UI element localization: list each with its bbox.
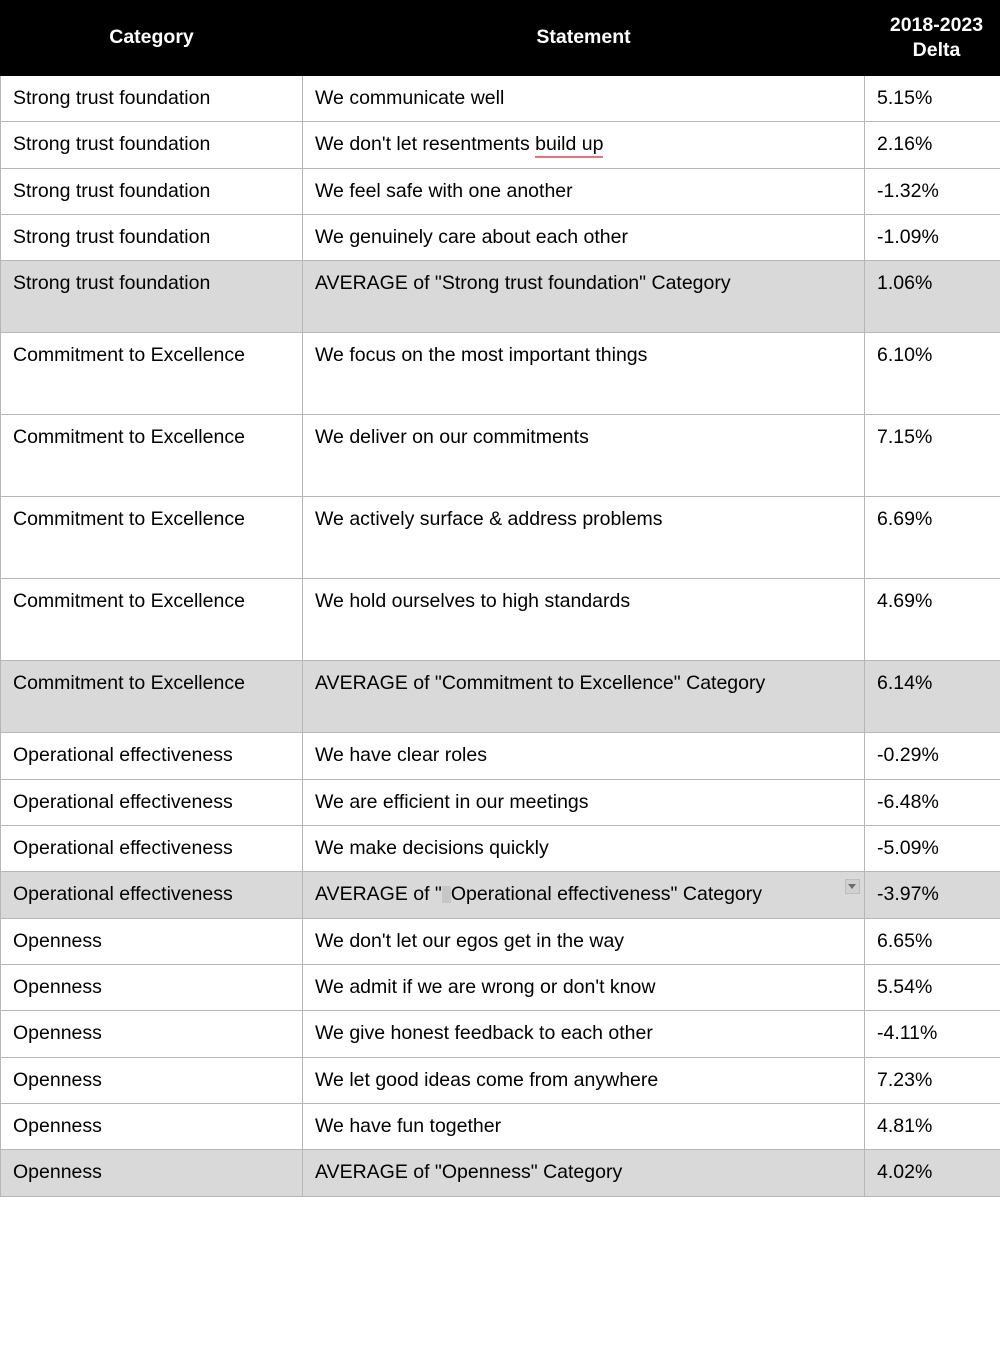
- column-header-category[interactable]: Category: [1, 1, 303, 76]
- cell-statement[interactable]: We have fun together: [303, 1104, 865, 1150]
- cell-delta[interactable]: -1.09%: [865, 214, 1000, 260]
- table-row[interactable]: [1, 825, 1000, 871]
- cell-delta[interactable]: 6.65%: [865, 918, 1000, 964]
- cell-delta[interactable]: 7.23%: [865, 1057, 1000, 1103]
- cell-category[interactable]: Operational effectiveness: [1, 872, 303, 918]
- cell-statement[interactable]: We make decisions quickly: [303, 825, 865, 871]
- cell-statement[interactable]: We genuinely care about each other: [303, 214, 865, 260]
- cell-category[interactable]: Openness: [1, 918, 303, 964]
- cell-category[interactable]: Openness: [1, 1150, 303, 1196]
- cell-delta[interactable]: 6.69%: [865, 497, 1000, 579]
- column-header-delta[interactable]: 2018-2023 Delta: [865, 1, 1000, 76]
- cell-statement[interactable]: We communicate well: [303, 75, 865, 121]
- table-row[interactable]: [1, 779, 1000, 825]
- cell-statement[interactable]: We are efficient in our meetings: [303, 779, 865, 825]
- cell-delta[interactable]: 6.14%: [865, 661, 1000, 733]
- cell-category[interactable]: Commitment to Excellence: [1, 579, 303, 661]
- cell-delta[interactable]: 4.69%: [865, 579, 1000, 661]
- table-row[interactable]: [1, 497, 1000, 579]
- cell-delta[interactable]: -0.29%: [865, 733, 1000, 779]
- cell-statement[interactable]: AVERAGE of " Operational effectiveness" Category: [303, 872, 865, 918]
- cell-category[interactable]: Openness: [1, 1057, 303, 1103]
- cell-delta[interactable]: -3.97%: [865, 872, 1000, 918]
- cell-category[interactable]: Commitment to Excellence: [1, 415, 303, 497]
- text-selection-artifact: [442, 886, 451, 903]
- table-body: [1, 75, 1000, 1196]
- table-row[interactable]: [1, 333, 1000, 415]
- cell-category[interactable]: Openness: [1, 965, 303, 1011]
- cell-delta[interactable]: -4.11%: [865, 1011, 1000, 1057]
- table-row[interactable]: [1, 1011, 1000, 1057]
- table-row[interactable]: [1, 918, 1000, 964]
- table-row[interactable]: [1, 872, 1000, 918]
- table-row[interactable]: [1, 1104, 1000, 1150]
- cell-category[interactable]: Commitment to Excellence: [1, 661, 303, 733]
- cell-statement[interactable]: We give honest feedback to each other: [303, 1011, 865, 1057]
- table-row[interactable]: [1, 579, 1000, 661]
- cell-statement[interactable]: We let good ideas come from anywhere: [303, 1057, 865, 1103]
- table-row[interactable]: [1, 733, 1000, 779]
- cell-statement[interactable]: We feel safe with one another: [303, 168, 865, 214]
- cell-delta[interactable]: 4.02%: [865, 1150, 1000, 1196]
- cell-statement[interactable]: We hold ourselves to high standards: [303, 579, 865, 661]
- cell-statement[interactable]: AVERAGE of "Strong trust foundation" Category: [303, 261, 865, 333]
- spellcheck-underlined-text: build up: [535, 133, 603, 158]
- cell-delta[interactable]: 5.54%: [865, 965, 1000, 1011]
- cell-delta[interactable]: -6.48%: [865, 779, 1000, 825]
- cell-statement[interactable]: We deliver on our commitments: [303, 415, 865, 497]
- table-row[interactable]: [1, 122, 1000, 168]
- table-row[interactable]: [1, 965, 1000, 1011]
- cell-statement[interactable]: We focus on the most important things: [303, 333, 865, 415]
- table-row[interactable]: [1, 1057, 1000, 1103]
- cell-statement[interactable]: We have clear roles: [303, 733, 865, 779]
- cell-delta[interactable]: 1.06%: [865, 261, 1000, 333]
- table-row[interactable]: [1, 415, 1000, 497]
- cell-statement[interactable]: AVERAGE of "Openness" Category: [303, 1150, 865, 1196]
- cell-category[interactable]: Openness: [1, 1104, 303, 1150]
- table-header-row: [1, 1, 1000, 76]
- table-row[interactable]: [1, 261, 1000, 333]
- cell-category[interactable]: Strong trust foundation: [1, 261, 303, 333]
- cell-delta[interactable]: -1.32%: [865, 168, 1000, 214]
- cell-delta[interactable]: 7.15%: [865, 415, 1000, 497]
- cell-delta[interactable]: 2.16%: [865, 122, 1000, 168]
- chevron-down-icon[interactable]: [845, 879, 860, 894]
- table-row[interactable]: [1, 214, 1000, 260]
- cell-category[interactable]: Operational effectiveness: [1, 825, 303, 871]
- cell-delta[interactable]: 6.10%: [865, 333, 1000, 415]
- cell-delta[interactable]: -5.09%: [865, 825, 1000, 871]
- cell-category[interactable]: Commitment to Excellence: [1, 333, 303, 415]
- cell-category[interactable]: Strong trust foundation: [1, 214, 303, 260]
- cell-statement[interactable]: We admit if we are wrong or don't know: [303, 965, 865, 1011]
- cell-category[interactable]: Strong trust foundation: [1, 75, 303, 121]
- table-header: [1, 1, 1000, 76]
- cell-category[interactable]: Commitment to Excellence: [1, 497, 303, 579]
- cell-category[interactable]: Strong trust foundation: [1, 122, 303, 168]
- cell-statement[interactable]: We actively surface & address problems: [303, 497, 865, 579]
- cell-category[interactable]: Operational effectiveness: [1, 779, 303, 825]
- column-header-statement[interactable]: Statement: [303, 1, 865, 76]
- table-row[interactable]: [1, 1150, 1000, 1196]
- cell-delta[interactable]: 5.15%: [865, 75, 1000, 121]
- cell-category[interactable]: Strong trust foundation: [1, 168, 303, 214]
- cell-statement[interactable]: We don't let our egos get in the way: [303, 918, 865, 964]
- table-row[interactable]: [1, 168, 1000, 214]
- cell-statement[interactable]: We don't let resentments build up: [303, 122, 865, 168]
- cell-statement[interactable]: AVERAGE of "Commitment to Excellence" Category: [303, 661, 865, 733]
- cell-category[interactable]: Openness: [1, 1011, 303, 1057]
- cell-category[interactable]: Operational effectiveness: [1, 733, 303, 779]
- table-row[interactable]: [1, 75, 1000, 121]
- cell-delta[interactable]: 4.81%: [865, 1104, 1000, 1150]
- table-row[interactable]: [1, 661, 1000, 733]
